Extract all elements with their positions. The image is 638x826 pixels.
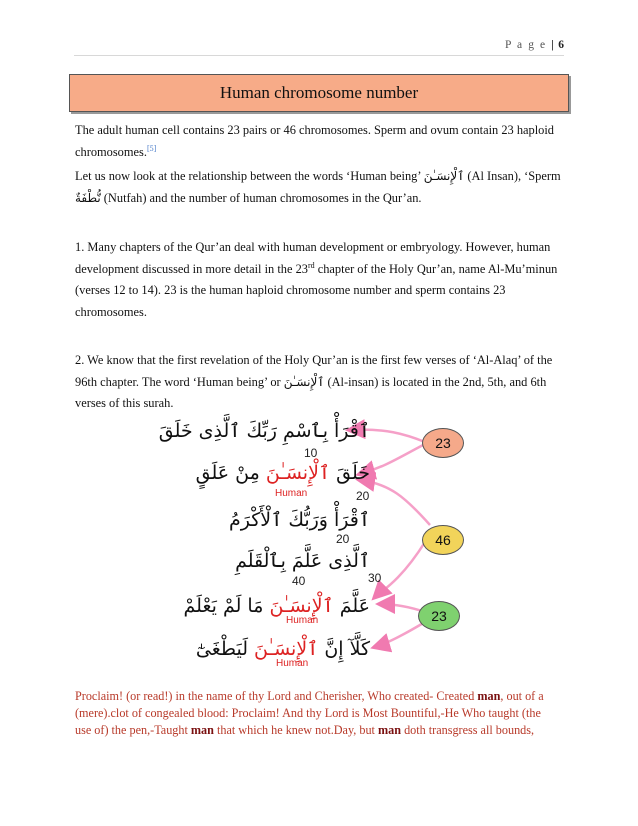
words-text-a: Let us now look at the relationship between the words ‘Human being’ bbox=[75, 169, 421, 183]
human-label-1: Human bbox=[275, 488, 308, 499]
arrow-6 bbox=[375, 622, 425, 647]
circle-23-bottom: 23 bbox=[418, 601, 460, 631]
page-header bbox=[505, 39, 564, 51]
human-label-2: Human bbox=[286, 615, 319, 626]
highlight-insan-1: ٱلْإِنسَـٰنَ bbox=[265, 462, 331, 484]
highlight-insan-3: ٱلْإِنسَـٰنَ bbox=[254, 638, 319, 660]
count-40: 40 bbox=[292, 574, 306, 588]
man-1: man bbox=[477, 689, 501, 703]
human-label-3: Human bbox=[276, 658, 309, 669]
arabic-al-insan: ٱلْإِنسَـٰنَ bbox=[423, 169, 465, 183]
arabic-al-insan-2: ٱلْإِنسَـٰنَ bbox=[283, 374, 325, 389]
intro-text: The adult human cell contains 23 pairs or 46 chromosomes. Sperm and ovum contain 23 haploid chromosomes. bbox=[75, 123, 555, 159]
verse-figure bbox=[158, 412, 480, 677]
point2-text-a: 2. We know that the first revelation of the Holy Qur’an is the first few verses of ‘Al-Alaq’ of the 96th chapter. The word ‘Human being’ or bbox=[75, 353, 553, 389]
circle-46: 46 bbox=[422, 525, 464, 555]
header-rule bbox=[74, 55, 564, 56]
words-text-c: (Nutfah) and the number of human chromosomes in the Qur’an. bbox=[103, 190, 422, 205]
verse-line-5: عَلَّمَ ٱلْإِنسَـٰنَ مَا لَمْ يَعْلَمْ bbox=[183, 595, 370, 617]
man-3: man bbox=[377, 723, 402, 737]
reference-link[interactable]: [5] bbox=[146, 143, 157, 153]
paragraph-words bbox=[75, 166, 570, 209]
point1-text-a: 1. Many chapters of the Qur’an deal with human development or embryology. However, human development discussed in more detail in the 23 bbox=[75, 240, 551, 276]
circle-23-top: 23 bbox=[422, 428, 464, 458]
paragraph-point-1 bbox=[75, 237, 570, 323]
arabic-nutfah: نُّطْفَةٌ bbox=[75, 190, 101, 205]
paragraph-point-2 bbox=[75, 350, 570, 415]
page-separator: | bbox=[551, 39, 554, 51]
paragraph-intro bbox=[75, 120, 570, 163]
highlight-insan-2: ٱلْإِنسَـٰنَ bbox=[269, 595, 334, 617]
title-box bbox=[69, 74, 569, 112]
verse-line-3: ٱقْرَأْ وَرَبُّكَ ٱلْأَكْرَمُ bbox=[229, 509, 370, 531]
point1-text-b: chapter of the Holy Qur’an, name Al-Mu’minun (verses 12 to 14). 23 is the human haploid chromosome number and sperm contains 23 chromosomes. bbox=[75, 261, 558, 319]
arrow-3 bbox=[360, 480, 430, 525]
count-30: 30 bbox=[368, 571, 382, 585]
point1-sup: rd bbox=[307, 260, 315, 270]
verse-line-6: كَلَّآ إِنَّ ٱلْإِنسَـٰنَ لَيَطْغَىٰٓ bbox=[195, 638, 370, 660]
verse-line-2: خَلَقَ ٱلْإِنسَـٰنَ مِنْ عَلَقٍ bbox=[195, 462, 370, 484]
words-text-b: (Al Insan), ‘Sperm bbox=[467, 169, 561, 183]
page-title: Human chromosome number bbox=[219, 83, 419, 102]
count-20-a: 20 bbox=[356, 489, 370, 503]
page-number: 6 bbox=[558, 39, 564, 51]
verse-line-1: ٱقْرَأْ بِٱسْمِ رَبِّكَ ٱلَّذِى خَلَقَ bbox=[158, 420, 370, 442]
point2-text-b: (Al-insan) is located in the 2nd, 5th, and 6th verses of this surah. bbox=[75, 374, 547, 411]
man-2: man bbox=[190, 723, 214, 737]
translation-text: Proclaim! (or read!) in the name of thy Lord and Cherisher, Who created- Created man, out of a (mere).clot of congealed blood: Proclaim! And thy Lord is Most Bountiful,-He Who taught (the use of) the pen,-Taught man that which he knew not.Day, but man doth transgress all bounds, bbox=[75, 689, 544, 737]
count-10: 10 bbox=[304, 446, 318, 460]
verse-line-4: ٱلَّذِى عَلَّمَ بِٱلْقَلَمِ bbox=[235, 550, 370, 572]
count-20-b: 20 bbox=[336, 532, 350, 546]
arrow-4 bbox=[375, 542, 425, 597]
page-label: P a g e bbox=[504, 39, 547, 51]
